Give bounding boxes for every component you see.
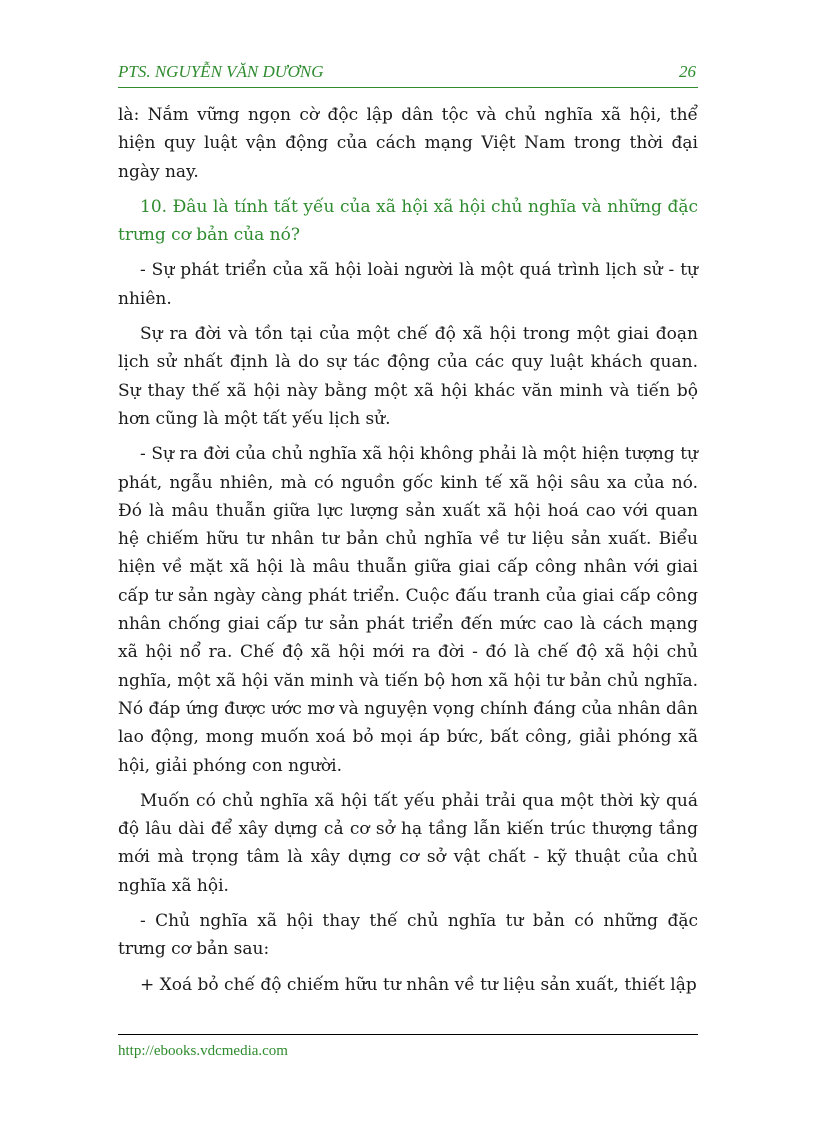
paragraph: - Chủ nghĩa xã hội thay thế chủ nghĩa tư bản có những đặc trưng cơ bản sau:	[118, 911, 698, 960]
page-body	[118, 101, 698, 1006]
paragraph: - Sự ra đời của chủ nghĩa xã hội không phải là một hiện tượng tự phát, ngẫu nhiên, mà có nguồn gốc kinh tế xã hội sâu xa của nó. Đó là mâu thuẫn giữa lực lượng sản xuất xã hội hoá cao với quan hệ chiếm hữu tư nhân tư bản chủ nghĩa về tư liệu sản xuất. Biểu hiện về mặt xã hội là mâu thuẫn giữa giai cấp công nhân với giai cấp tư sản ngày càng phát triển. Cuộc đấu tranh của giai cấp công nhân chống giai cấp tư sản phát triển đến mức cao là cách mạng xã hội nổ ra. Chế độ xã hội mới ra đời - đó là chế độ xã hội chủ nghĩa, một xã hội văn minh và tiến bộ hơn xã hội tư bản chủ nghĩa. Nó đáp ứng được ước mơ và nguyện vọng chính đáng của nhân dân lao động, mong muốn xoá bỏ mọi áp bức, bất công, giải phóng xã hội, giải phóng con người.	[118, 444, 698, 776]
footer-link[interactable]: http://ebooks.vdcmedia.com	[118, 1043, 288, 1059]
header-divider	[118, 87, 698, 88]
paragraph: Muốn có chủ nghĩa xã hội tất yếu phải trải qua một thời kỳ quá độ lâu dài để xây dựng cả cơ sở hạ tầng lẫn kiến trúc thượng tầng mới mà trọng tâm là xây dựng cơ sở vật chất - kỹ thuật của chủ nghĩa xã hội.	[118, 790, 698, 896]
page-number: 26	[679, 62, 696, 81]
paragraph-continuation: là: Nắm vững ngọn cờ độc lập dân tộc và chủ nghĩa xã hội, thể hiện quy luật vận động của cách mạng Việt Nam trong thời đại ngày nay.	[118, 105, 698, 182]
question-heading: 10. Đâu là tính tất yếu của xã hội xã hội chủ nghĩa và những đặc trưng cơ bản của nó?	[118, 196, 698, 246]
page-header	[118, 60, 698, 90]
header-author: PTS. NGUYỄN VĂN DƯƠNG	[118, 62, 324, 81]
footer-divider	[118, 1034, 698, 1035]
paragraph: + Xoá bỏ chế độ chiếm hữu tư nhân về tư liệu sản xuất, thiết lập	[140, 974, 697, 995]
paragraph: - Sự phát triển của xã hội loài người là một quá trình lịch sử - tự nhiên.	[118, 260, 698, 309]
paragraph: Sự ra đời và tồn tại của một chế độ xã hội trong một giai đoạn lịch sử nhất định là do sự tác động của các quy luật khách quan. Sự thay thế xã hội này bằng một xã hội khác văn minh và tiến bộ hơn cũng là một tất yếu lịch sử.	[118, 324, 698, 429]
